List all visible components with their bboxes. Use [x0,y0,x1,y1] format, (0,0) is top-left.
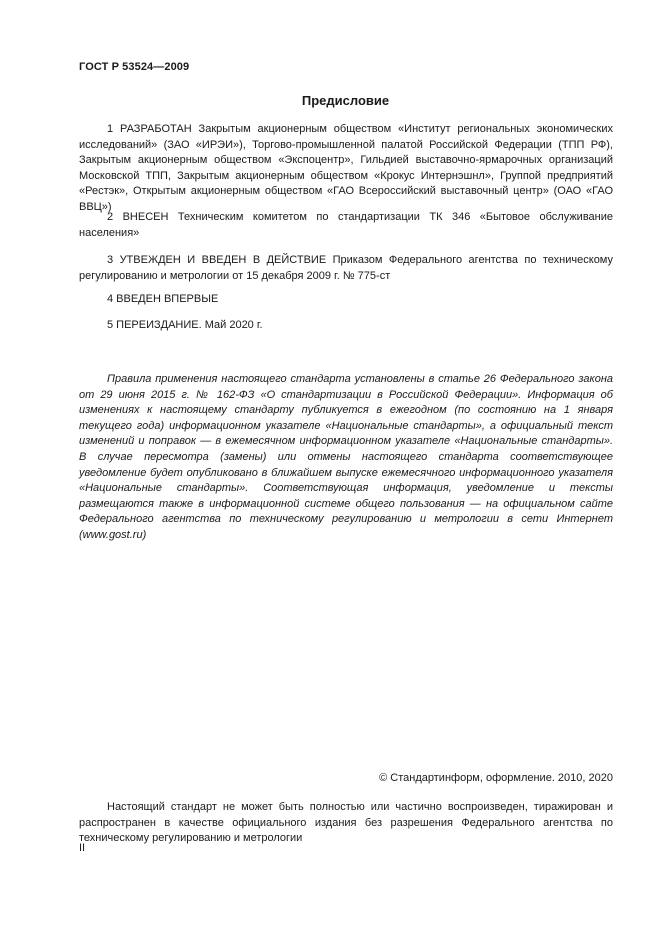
page-number: II [79,842,86,854]
foreword-item-4: 4 ВВЕДЕН ВПЕРВЫЕ [107,293,219,305]
standard-application-notice: Правила применения настоящего стандарта установлены в статье 26 Федерального закона от 29 июня 2015 г. № 162-ФЗ «О стандартизации в Российской Федерации». Информация об изменениях к настоящему стандарту публикуется в ежегодном (по состоянию на 1 января текущего года) информационном указателе «Национальные стандарты», а официальный текст изменений и поправок — в ежемесячном информационном указателе «Национальные стандарты». В случае пересмотра (замены) или отмены настоящего стандарта соответствующее уведомление будет опубликовано в ближайшем выпуске ежемесячного информационного указателя «Национальные стандарты». Соответствующая информация, уведомление и тексты размещаются также в информационной системе общего пользования — на официальном сайте Федерального агентства по техническому регулированию и метрологии в сети Интернет (www.gost.ru) [79,373,613,541]
foreword-item-2: 2 ВНЕСЕН Техническим комитетом по стандартизации ТК 346 «Бытовое обслуживание населения» [79,211,613,239]
reproduction-rights-notice: Настоящий стандарт не может быть полностью или частично воспроизведен, тиражирован и распространен в качестве официального издания без разрешения Федерального агентства по техническому регулированию и метрологии [79,801,613,845]
foreword-item-3: 3 УТВЕЖДЕН И ВВЕДЕН В ДЕЙСТВИЕ Приказом Федерального агентства по техническому регулированию и метрологии от 15 декабря 2009 г. № 775-ст [79,254,613,282]
foreword-item-5: 5 ПЕРЕИЗДАНИЕ. Май 2020 г. [107,319,263,331]
page-title: Предисловие [301,93,390,108]
copyright-line: © Стандартинформ, оформление. 2010, 2020 [379,772,613,784]
foreword-item-1: 1 РАЗРАБОТАН Закрытым акционерным обществом «Институт региональных экономических исследований» (ЗАО «ИРЭИ»), Торгово-промышленной палатой Российской Федерации (ТПП РФ), Закрытым акционерным обществом «Экспоцентр», Гильдией выставочно-ярмарочных организаций Московской ТПП, Закрытым акционерным обществом «Крокус Интернэшнл», Группой предприятий «Рестэк», Открытым акционерным обществом «ГАО Всероссийский выставочный центр» (ОАО «ГАО ВВЦ») [79,123,613,213]
document-code: ГОСТ Р 53524—2009 [79,61,190,73]
